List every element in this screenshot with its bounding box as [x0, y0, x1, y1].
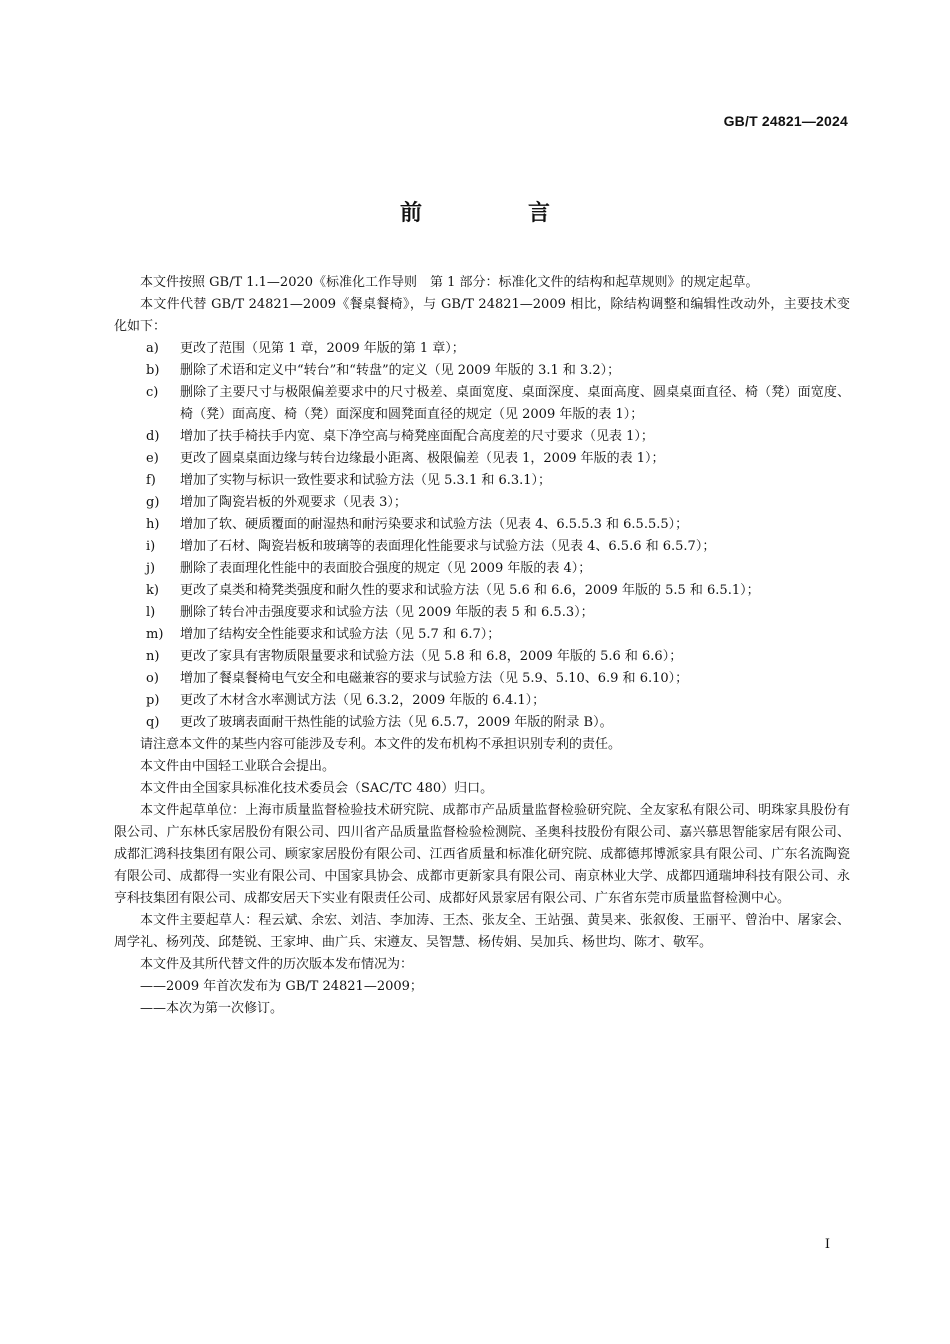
- list-item-label: h): [146, 517, 160, 532]
- paragraph: 本文件起草单位：上海市质量监督检验技术研究院、成都市产品质量监督检验研究院、全友家私有限公司、明珠家具股份有限公司、广东林氏家居股份有限公司、四川省产品质量监督检验检测院、圣奥科技股份有限公司、嘉兴慕思智能家居有限公司、成都汇鸿科技集团有限公司、顾家家居股份有限公司、江西省质量和标准化研究院、成都德邦博派家具有限公司、广东名流陶瓷有限公司、成都得一实业有限公司、中国家具协会、成都市更新家具有限公司、南京林业大学、成都四通瑞坤科技有限公司、永亨科技集团有限公司、成都安居天下实业有限责任公司、成都好风景家居有限公司、广东省东莞市质量监督检测中心。: [114, 803, 850, 906]
- list-item-text: 更改了玻璃表面耐干热性能的试验方法（见 6.5.7，2009 年版的附录 B）。: [180, 715, 613, 730]
- list-item: [114, 360, 850, 382]
- list-item: [114, 646, 850, 668]
- list-item-text: 增加了实物与标识一致性要求和试验方法（见 5.3.1 和 6.3.1）；: [180, 473, 552, 488]
- list-item-text: 增加了陶瓷岩板的外观要求（见表 3）；: [180, 495, 407, 510]
- paragraph: ——2009 年首次发布为 GB/T 24821—2009；: [140, 979, 423, 994]
- list-item-label: k): [146, 583, 159, 598]
- list-item-text: 删除了转台冲击强度要求和试验方法（见 2009 年版的表 5 和 6.5.3）；: [180, 605, 594, 620]
- list-item-label: i): [146, 539, 156, 554]
- list-item: [114, 470, 850, 492]
- list-item-text: 更改了桌类和椅凳类强度和耐久性的要求和试验方法（见 5.6 和 6.6，2009 年版的 5.5 和 6.5.1）；: [180, 583, 760, 598]
- list-item-label: e): [146, 451, 159, 466]
- paragraph: 本文件按照 GB/T 1.1—2020《标准化工作导则 第 1 部分：标准化文件的结构和起草规则》的规定起草。: [140, 275, 759, 290]
- paragraph: 请注意本文件的某些内容可能涉及专利。本文件的发布机构不承担识别专利的责任。: [140, 737, 622, 752]
- list-item-text: 更改了家具有害物质限量要求和试验方法（见 5.8 和 6.8，2009 年版的 5.6 和 6.6）；: [180, 649, 683, 664]
- page-title: 前 言: [399, 201, 592, 226]
- list-item-label: d): [146, 429, 160, 444]
- list-item-text: 更改了圆桌桌面边缘与转台边缘最小距离、极限偏差（见表 1，2009 年版的表 1）；: [180, 451, 665, 466]
- list-item-label: g): [146, 495, 160, 510]
- list-item: [114, 690, 850, 712]
- list-item: [114, 602, 850, 624]
- document-code: GB/T 24821—2024: [723, 113, 848, 129]
- list-item: [114, 536, 850, 558]
- list-item-label: o): [146, 671, 159, 686]
- list-item-label: j): [146, 561, 156, 576]
- list-item: [114, 382, 850, 426]
- list-item: [114, 426, 850, 448]
- paragraph: 本文件及其所代替文件的历次版本发布情况为：: [140, 957, 414, 972]
- list-item-label: l): [146, 605, 156, 620]
- list-item: [114, 580, 850, 602]
- list-item-text: 增加了餐桌餐椅电气安全和电磁兼容的要求与试验方法（见 5.9、5.10、6.9 和 6.10）；: [180, 671, 689, 686]
- list-item-label: f): [146, 473, 156, 488]
- list-item: [114, 338, 850, 360]
- list-item: [114, 668, 850, 690]
- paragraph: 本文件代替 GB/T 24821—2009《餐桌餐椅》，与 GB/T 24821—2009 相比，除结构调整和编辑性改动外，主要技术变化如下：: [114, 297, 850, 334]
- list-item-text: 删除了表面理化性能中的表面胶合强度的规定（见 2009 年版的表 4）；: [180, 561, 592, 576]
- list-item-text: 增加了扶手椅扶手内宽、桌下净空高与椅凳座面配合高度差的尺寸要求（见表 1）；: [180, 429, 654, 444]
- list-item-text: 增加了软、硬质覆面的耐湿热和耐污染要求和试验方法（见表 4、6.5.5.3 和 6.5.5.5）；: [180, 517, 689, 532]
- paragraph: ——本次为第一次修订。: [140, 1001, 284, 1016]
- list-item-label: a): [146, 341, 159, 356]
- list-item-label: m): [146, 627, 164, 642]
- foreword-body: [114, 272, 850, 1020]
- page-number: I: [824, 1237, 830, 1252]
- list-item: [114, 558, 850, 580]
- list-item-text: 删除了主要尺寸与极限偏差要求中的尺寸极差、桌面宽度、桌面深度、桌面高度、圆桌桌面直径、椅（凳）面宽度、椅（凳）面高度、椅（凳）面深度和圆凳面直径的规定（见 2009 年版的表 1）；: [180, 385, 850, 422]
- list-item-text: 增加了结构安全性能要求和试验方法（见 5.7 和 6.7）；: [180, 627, 501, 642]
- list-item: [114, 448, 850, 470]
- list-item-text: 删除了术语和定义中“转台”和“转盘”的定义（见 2009 年版的 3.1 和 3.2）；: [180, 363, 621, 378]
- list-item-text: 增加了石材、陶瓷岩板和玻璃等的表面理化性能要求与试验方法（见表 4、6.5.6 和 6.5.7）；: [180, 539, 716, 554]
- list-item-label: n): [146, 649, 160, 664]
- paragraph: 本文件由全国家具标准化技术委员会（SAC/TC 480）归口。: [140, 781, 494, 796]
- list-item-label: c): [146, 385, 159, 400]
- list-item-text: 更改了木材含水率测试方法（见 6.3.2，2009 年版的 6.4.1）；: [180, 693, 546, 708]
- list-item: [114, 514, 850, 536]
- list-item: [114, 492, 850, 514]
- list-item-text: 更改了范围（见第 1 章，2009 年版的第 1 章）；: [180, 341, 465, 356]
- paragraph: 本文件主要起草人：程云斌、余宏、刘洁、李加涛、王杰、张友全、王站强、黄昊来、张叙俊、王丽平、曾治中、屠家会、周学礼、杨列茂、邱楚锐、王家坤、曲广兵、宋遵友、吴智慧、杨传娟、吴加兵、杨世均、陈才、敬军。: [114, 913, 850, 950]
- list-item: [114, 624, 850, 646]
- list-item-label: b): [146, 363, 160, 378]
- list-item: [114, 712, 850, 734]
- list-item-label: p): [146, 693, 160, 708]
- paragraph: 本文件由中国轻工业联合会提出。: [140, 759, 336, 774]
- list-item-label: q): [146, 715, 160, 730]
